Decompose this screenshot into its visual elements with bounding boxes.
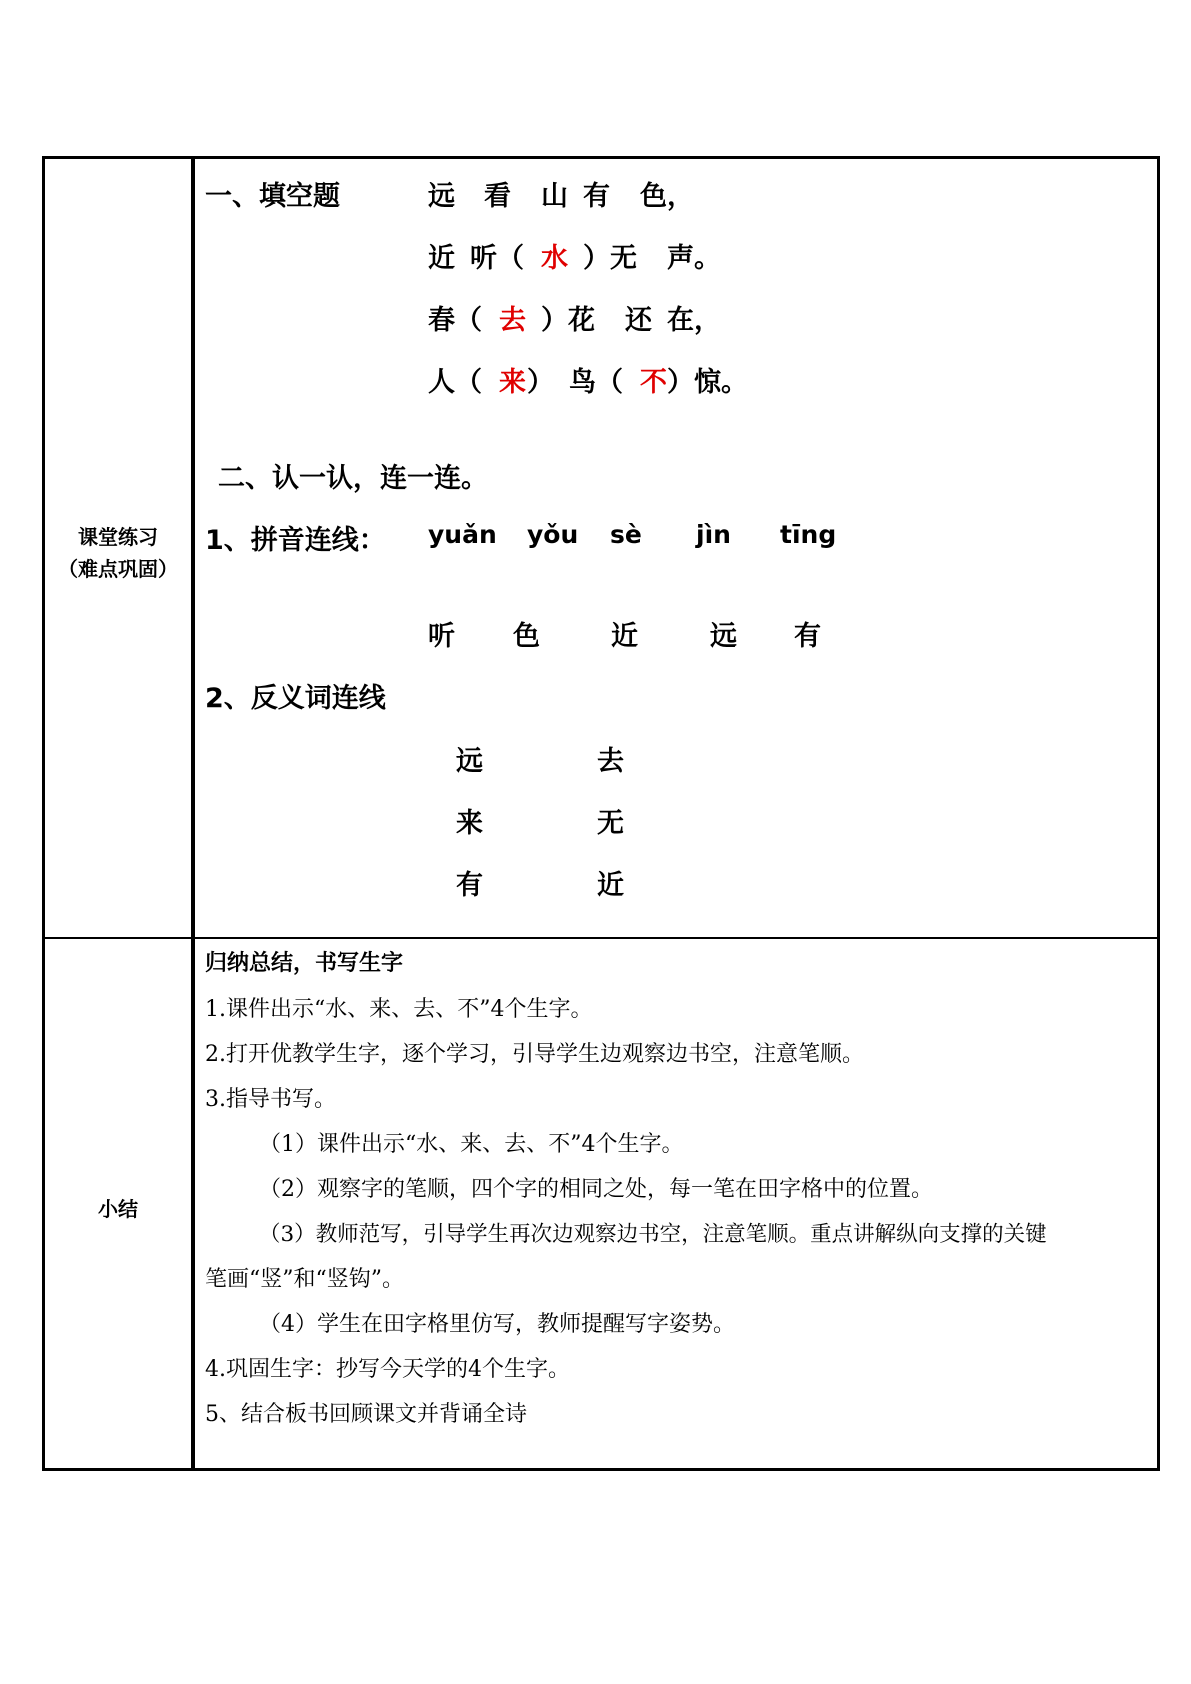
poem-char: 看	[484, 181, 511, 212]
match-char: 有	[794, 621, 821, 652]
poem-char: 有	[583, 181, 610, 212]
table-border-top	[42, 156, 1160, 159]
antonym-left-char: 远	[456, 746, 483, 777]
summary-line: 2.打开优教学生字，逐个学习，引导学生边观察边书空，注意笔顺。	[205, 1042, 864, 1067]
summary-line: 3.指导书写。	[205, 1087, 336, 1112]
summary-line: （3）教师范写，引导学生再次边观察边书空，注意笔顺。重点讲解纵向支撑的关键	[259, 1222, 1047, 1247]
match-char: 色	[513, 621, 540, 652]
pinyin-item: jìn	[696, 520, 731, 549]
poem-char: ）花	[541, 305, 595, 336]
table-border-left	[42, 156, 45, 1471]
practice-label-line1: 课堂练习	[78, 525, 158, 549]
pinyin-item: tīng	[780, 520, 837, 549]
poem-char: 近	[428, 243, 455, 274]
summary-line: （1）课件出示“水、来、去、不”4个生字。	[259, 1132, 684, 1157]
poem-answer: 来	[499, 367, 526, 398]
poem-char: ）	[527, 367, 554, 398]
poem-char: 声。	[667, 243, 721, 274]
poem-answer: 不	[640, 367, 667, 398]
poem-answer: 去	[499, 305, 526, 336]
antonym-match-label: 2、反义词连线	[205, 683, 386, 714]
antonym-left-char: 有	[456, 870, 483, 901]
antonym-right-char: 近	[597, 870, 624, 901]
poem-char: ）无	[583, 243, 637, 274]
poem-char: 远	[428, 181, 455, 212]
poem-char: ）惊。	[667, 367, 748, 398]
poem-char: 春（	[428, 305, 482, 336]
poem-char: 山	[541, 181, 568, 212]
table-border-bottom	[42, 1468, 1160, 1471]
table-border-right	[1157, 156, 1160, 1471]
poem-char: 人（	[428, 367, 482, 398]
poem-char: 色，	[640, 181, 694, 212]
practice-label	[45, 521, 191, 585]
table-column-divider	[191, 156, 195, 1471]
poem-char: 鸟（	[569, 367, 623, 398]
summary-line: 5、结合板书回顾课文并背诵全诗	[205, 1402, 527, 1427]
match-section-title: 二、认一认，连一连。	[218, 463, 488, 494]
pinyin-item: sè	[610, 520, 642, 549]
summary-line: 笔画“竖”和“竖钩”。	[205, 1267, 404, 1292]
summary-title: 归纳总结，书写生字	[205, 951, 404, 976]
pinyin-item: yuǎn	[428, 520, 497, 549]
summary-line: 1.课件出示“水、来、去、不”4个生字。	[205, 997, 593, 1022]
practice-label-line2: （难点巩固）	[58, 557, 178, 581]
poem-answer: 水	[541, 243, 568, 274]
fill-blank-title: 一、填空题	[205, 181, 340, 212]
poem-char: 听（	[470, 243, 524, 274]
pinyin-item: yǒu	[527, 520, 579, 549]
summary-line: 4.巩固生字：抄写今天学的4个生字。	[205, 1357, 570, 1382]
match-char: 听	[428, 621, 455, 652]
antonym-right-char: 去	[597, 746, 624, 777]
summary-line: （4）学生在田字格里仿写，教师提醒写字姿势。	[259, 1312, 735, 1337]
summary-line: （2）观察字的笔顺，四个字的相同之处，每一笔在田字格中的位置。	[259, 1177, 933, 1202]
antonym-right-char: 无	[597, 808, 624, 839]
pinyin-match-label: 1、拼音连线：	[205, 525, 386, 556]
table-border-middle	[42, 937, 1160, 939]
match-char: 远	[710, 621, 737, 652]
poem-char: 还	[625, 305, 652, 336]
antonym-left-char: 来	[456, 808, 483, 839]
match-char: 近	[611, 621, 638, 652]
summary-label: 小结	[98, 1197, 138, 1221]
poem-char: 在，	[667, 305, 721, 336]
